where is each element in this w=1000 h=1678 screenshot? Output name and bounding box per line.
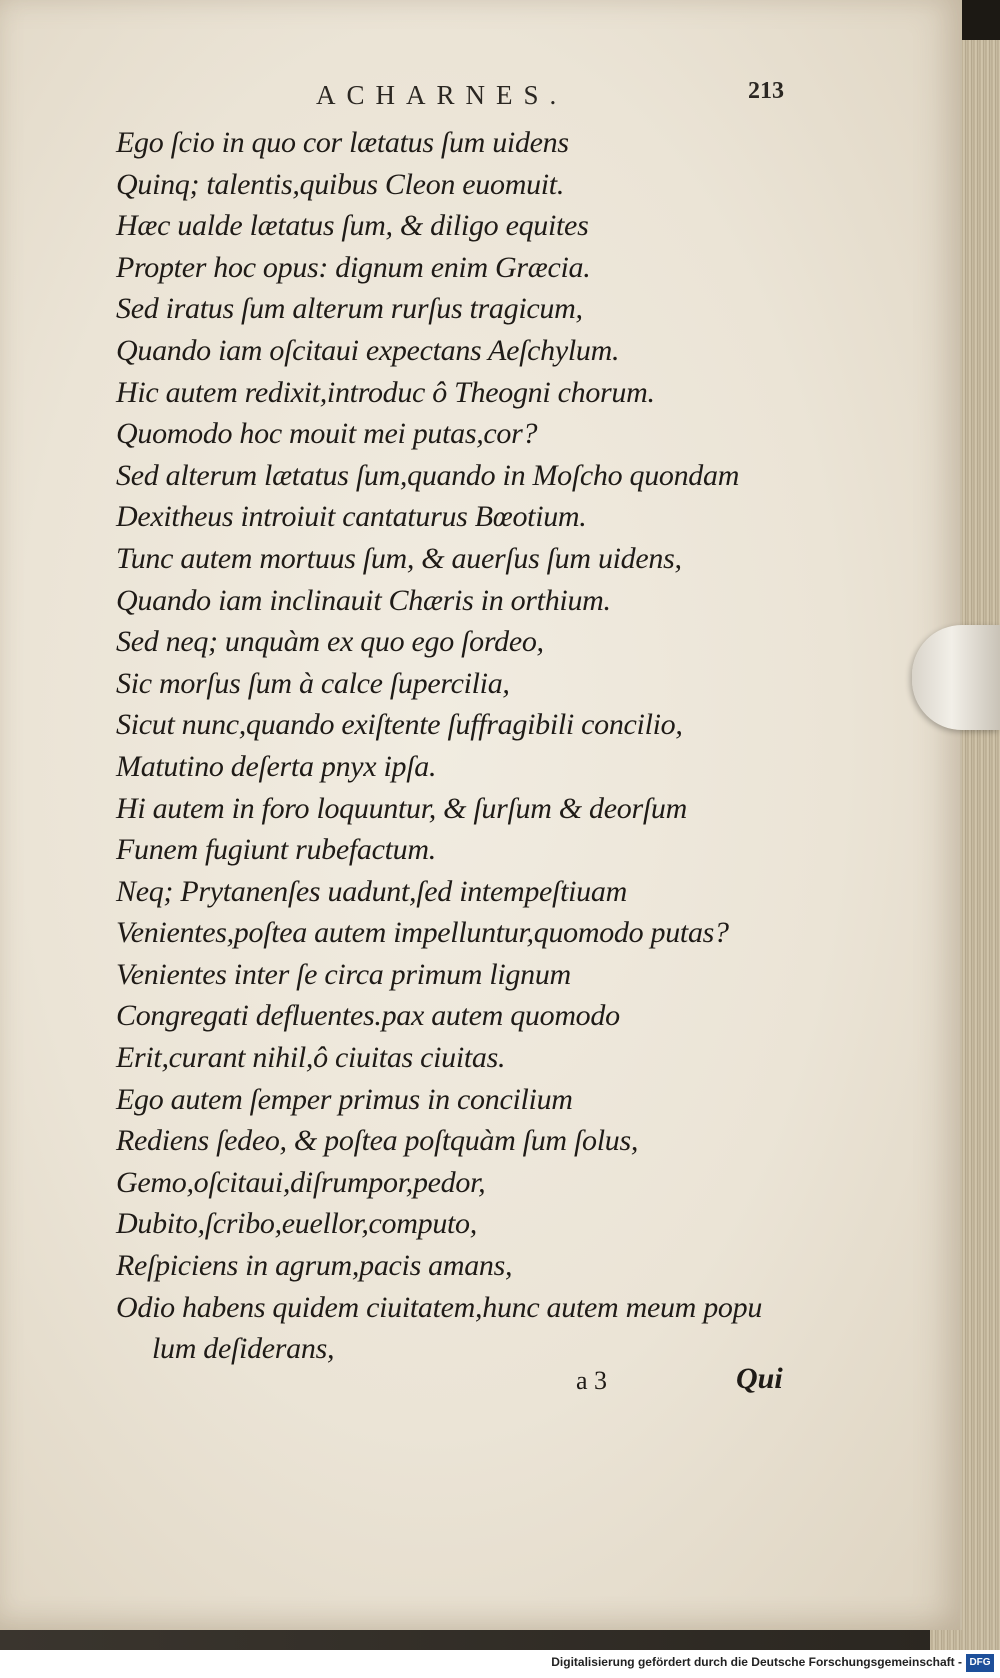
- dfg-logo-icon: DFG: [966, 1654, 994, 1672]
- page-clip: [912, 625, 1000, 730]
- text-line: Venientes,poſtea autem impelluntur,quomodo putas?: [116, 916, 729, 950]
- text-line: Odio habens quidem ciuitatem,hunc autem meum popu: [116, 1290, 763, 1324]
- page-number: 213: [748, 78, 784, 104]
- text-line: Sic morſus ſum à calce ſupercilia,: [116, 666, 510, 700]
- text-line-continuation: lum deſiderans,: [152, 1332, 335, 1366]
- text-line: Rediens ſedeo, & poſtea poſtquàm ſum ſolus,: [116, 1124, 639, 1158]
- text-line: Funem fugiunt rubefactum.: [116, 833, 436, 867]
- text-line: Sed neq; unquàm ex quo ego ſordeo,: [116, 625, 544, 659]
- running-head: ACHARNES.: [316, 80, 568, 110]
- signature-mark: a 3: [576, 1366, 608, 1395]
- text-block: [116, 122, 806, 1370]
- text-line: Matutino deſerta pnyx ipſa.: [116, 749, 437, 783]
- text-line: Hi autem in foro loquuntur, & ſurſum & deorſum: [116, 791, 687, 825]
- text-line: Dubito,ſcribo,euellor,computo,: [116, 1207, 477, 1241]
- text-line: Neq; Prytanenſes uadunt,ſed intempeſtiuam: [116, 874, 627, 908]
- text-line: Congregati defluentes.pax autem quomodo: [116, 999, 620, 1033]
- text-line: Dexitheus introiuit cantaturus Bœotium.: [116, 500, 587, 534]
- text-line: Hic autem redixit,introduc ô Theogni chorum.: [116, 375, 655, 409]
- text-line: Sed iratus ſum alterum rurſus tragicum,: [116, 292, 583, 326]
- text-line: Erit,curant nihil,ô ciuitas ciuitas.: [116, 1041, 506, 1075]
- text-line: Propter hoc opus: dignum enim Græcia.: [116, 250, 591, 284]
- text-line: Hæc ualde lætatus ſum, & diligo equites: [116, 209, 589, 243]
- text-line: Ego autem ſemper primus in concilium: [116, 1082, 573, 1116]
- text-line: Tunc autem mortuus ſum, & auerſus ſum uidens,: [116, 541, 682, 575]
- text-line: Quinq; talentis,quibus Cleon euomuit.: [116, 167, 565, 201]
- text-line: Quando iam inclinauit Chæris in orthium.: [116, 583, 611, 617]
- text-line: Quomodo hoc mouit mei putas,cor?: [116, 417, 538, 451]
- footer-credit: Digitalisierung gefördert durch die Deutsche Forschungsgemeinschaft -: [551, 1655, 962, 1669]
- text-line: Sicut nunc,quando exiſtente ſuffragibili concilio,: [116, 708, 683, 742]
- text-line: Venientes inter ſe circa primum lignum: [116, 957, 571, 991]
- text-line: Quando iam oſcitaui expectans Aeſchylum.: [116, 333, 620, 367]
- text-line: Ego ſcio in quo cor lætatus ſum uidens: [116, 126, 569, 159]
- catchword: Qui: [736, 1362, 783, 1395]
- text-line: Gemo,oſcitaui,diſrumpor,pedor,: [116, 1165, 486, 1199]
- text-line: Reſpiciens in agrum,pacis amans,: [116, 1249, 513, 1283]
- text-line: Sed alterum lætatus ſum,quando in Moſcho quondam: [116, 458, 740, 492]
